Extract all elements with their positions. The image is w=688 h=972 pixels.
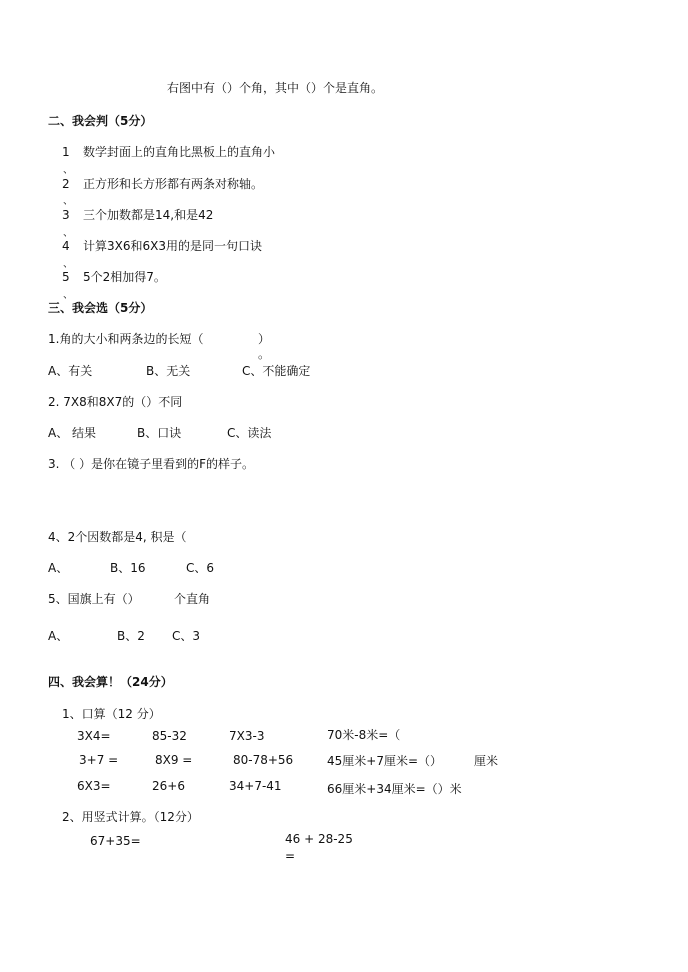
calc-r2-c1: 3+7 = [79, 753, 119, 767]
choice-q2-option-b: B、口诀 [137, 426, 182, 440]
judge-item-3-text: 三个加数都是14,和是42 [83, 208, 214, 222]
calc-r2-c4: 45厘米+7厘米=（） [327, 754, 443, 768]
choice-q5-option-a: A、 [48, 629, 69, 643]
calc-r3-c3: 34+7-41 [229, 779, 282, 793]
calc-r1-c4: 70米-8米=（ [327, 728, 401, 742]
vertical-calc-heading: 2、用竖式计算。（12分） [62, 810, 199, 824]
judge-item-1-num: 1 [62, 145, 70, 159]
judge-item-4-num: 4 [62, 239, 70, 253]
choice-q1-option-a: A、有关 [48, 364, 93, 378]
calc-r2-c3: 80-78+56 [233, 753, 294, 767]
choice-q2-option-a: A、 结果 [48, 426, 97, 440]
calc-r1-c2: 85-32 [152, 729, 187, 743]
choice-q1-close: ） [258, 332, 271, 346]
choice-q4-option-a: A、 [48, 561, 69, 575]
calc-r1-c1: 3X4= [77, 729, 111, 743]
choice-q4-option-b: B、16 [110, 561, 146, 575]
intro-line: 右图中有（）个角，其中（）个是直角。 [167, 81, 384, 95]
choice-q5-text: 5、国旗上有（） [48, 592, 140, 606]
vertical-calc-2-equals: = [285, 849, 296, 863]
judge-item-2-text: 正方形和长方形都有两条对称轴。 [83, 177, 264, 191]
judge-item-4-text: 计算3X6和6X3用的是同一句口诀 [83, 239, 262, 253]
judge-item-3-num: 3 [62, 208, 70, 222]
judge-item-3-sep: 、 [63, 228, 73, 239]
section2-title: 二、我会判（5分） [48, 114, 153, 128]
choice-q5-tail: 个直角 [174, 592, 211, 606]
calc-r2-unit: 厘米 [474, 754, 499, 768]
choice-q4-text: 4、2个因数都是4, 积是（ [48, 530, 187, 544]
choice-q5-option-c: C、3 [172, 629, 201, 643]
calc-r2-c2: 8X9 = [155, 753, 193, 767]
section3-title: 三、我会选（5分） [48, 301, 153, 315]
calc-r3-c2: 26+6 [152, 779, 185, 793]
calc-r3-c4: 66厘米+34厘米=（）米 [327, 782, 462, 796]
judge-item-5-num: 5 [62, 270, 70, 284]
vertical-calc-2: 46 + 28-25 [285, 832, 353, 846]
judge-item-5-sep: 、 [63, 290, 73, 301]
judge-item-1-sep: 、 [63, 165, 73, 176]
judge-item-2-sep: 、 [63, 196, 73, 207]
judge-item-2-num: 2 [62, 177, 70, 191]
judge-item-4-sep: 、 [63, 259, 73, 270]
choice-q4-option-c: C、6 [186, 561, 215, 575]
choice-q1-dot: 。 [258, 347, 271, 361]
choice-q5-option-b: B、2 [117, 629, 145, 643]
judge-item-5-text: 5个2相加得7。 [83, 270, 166, 284]
choice-q1-option-c: C、不能确定 [242, 364, 311, 378]
mental-calc-heading: 1、口算（12 分） [62, 707, 161, 721]
section4-title: 四、我会算！（24分） [48, 675, 173, 689]
choice-q1-option-b: B、无关 [146, 364, 191, 378]
calc-r3-c1: 6X3= [77, 779, 111, 793]
judge-item-1-text: 数学封面上的直角比黑板上的直角小 [83, 145, 276, 159]
choice-q3-text: 3. （ ）是你在镜子里看到的F的样子。 [48, 457, 254, 471]
choice-q2-text: 2. 7X8和8X7的（）不同 [48, 395, 183, 409]
choice-q1-text: 1.角的大小和两条边的长短（ [48, 332, 204, 346]
vertical-calc-1: 67+35= [90, 834, 141, 848]
choice-q2-option-c: C、读法 [227, 426, 272, 440]
calc-r1-c3: 7X3-3 [229, 729, 265, 743]
